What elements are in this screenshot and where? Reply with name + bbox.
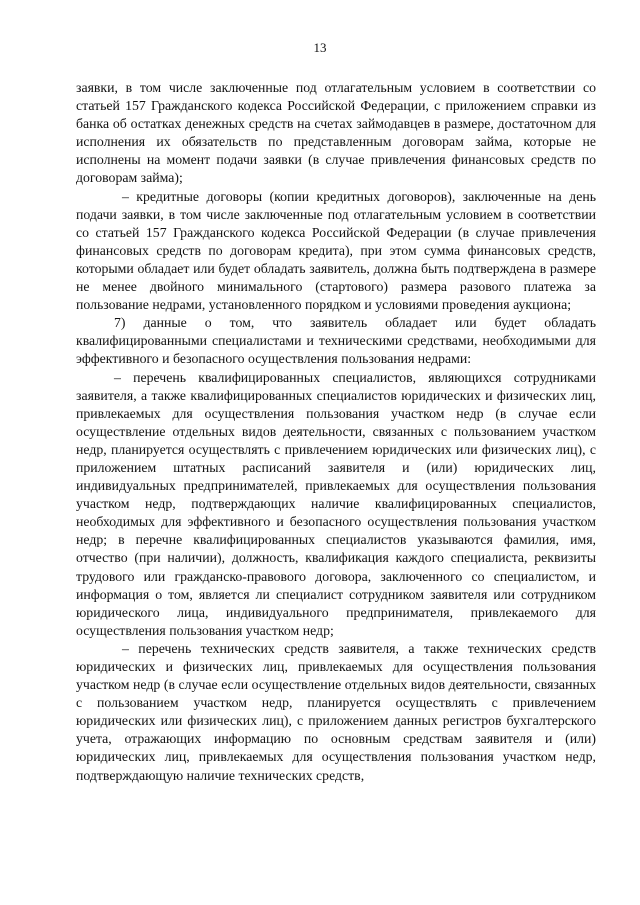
body-text xyxy=(76,79,596,785)
bullet-paragraph: – перечень технических средств заявителя, а также технических средств юридических и физических лиц, привлекаемых для осуществления пользования участком недр (в случае если осуществление отдельных видов деятельности, связанных с пользованием участком недр, планируется осуществлять с привлечением юридических или физических лиц), с приложением данных регистров бухгалтерского учета, отражающих информацию по основным средствам заявителя и (или) юридических лиц, привлекаемых для осуществления пользования участком недр, подтверждающую наличие технических средств, xyxy=(76,640,596,783)
bullet-paragraph: – перечень квалифицированных специалистов, являющихся сотрудниками заявителя, а также квалифицированных специалистов юридических и физических лиц, привлекаемых для осуществления пользования участком недр (в случае если осуществление отдельных видов деятельности, связанных с пользованием участком недр, планируется осуществлять с привлечением юридических или физических лиц), с приложением штатных расписаний заявителя и (или) юридических лиц, индивидуальных предпринимателей, привлекаемых для осуществления пользования участком недр, подтверждающих наличие квалифицированных специалистов, необходимых для эффективного и безопасного осуществления пользования участком недр; в перечне квалифицированных специалистов указываются фамилия, имя, отчество (при наличии), должность, квалификация каждого специалиста, реквизиты трудового или гражданско-правового договора, заключенного со специалистом, и информация о том, является ли специалист сотрудником заявителя или сотрудником юридического лица, индивидуального предпринимателя, привлекаемого для осуществления пользования участком недр; xyxy=(76,369,596,638)
paragraph: 7) данные о том, что заявитель обладает или будет обладать квалифицированными специалистами и техническими средствами, необходимыми для эффективного и безопасного осуществления пользования недрами: xyxy=(76,315,596,367)
page-number: 13 xyxy=(313,40,327,55)
paragraph: заявки, в том числе заключенные под отлагательным условием в соответствии со статьей 157 Гражданского кодекса Российской Федерации, с приложением справки из банка об остатках денежных средств на счетах займодавцев в размере, достаточном для исполнения их обязательств по представленным договорам займа, которые не исполнены на момент подачи заявки (в случае привлечения финансовых средств по договорам займа); xyxy=(76,80,596,186)
bullet-paragraph: – кредитные договоры (копии кредитных договоров), заключенные на день подачи заявки, в том числе заключенные под отлагательным условием в соответствии со статьей 157 Гражданского кодекса Российской Федерации (в случае привлечения финансовых средств по договорам кредита), при этом сумма финансовых средств, которыми обладает или будет обладать заявитель, должна быть подтверждена в размере не менее двойного минимального (стартового) размера разового платежа за пользование недрами, установленного порядком и условиями проведения аукциона; xyxy=(76,188,596,313)
